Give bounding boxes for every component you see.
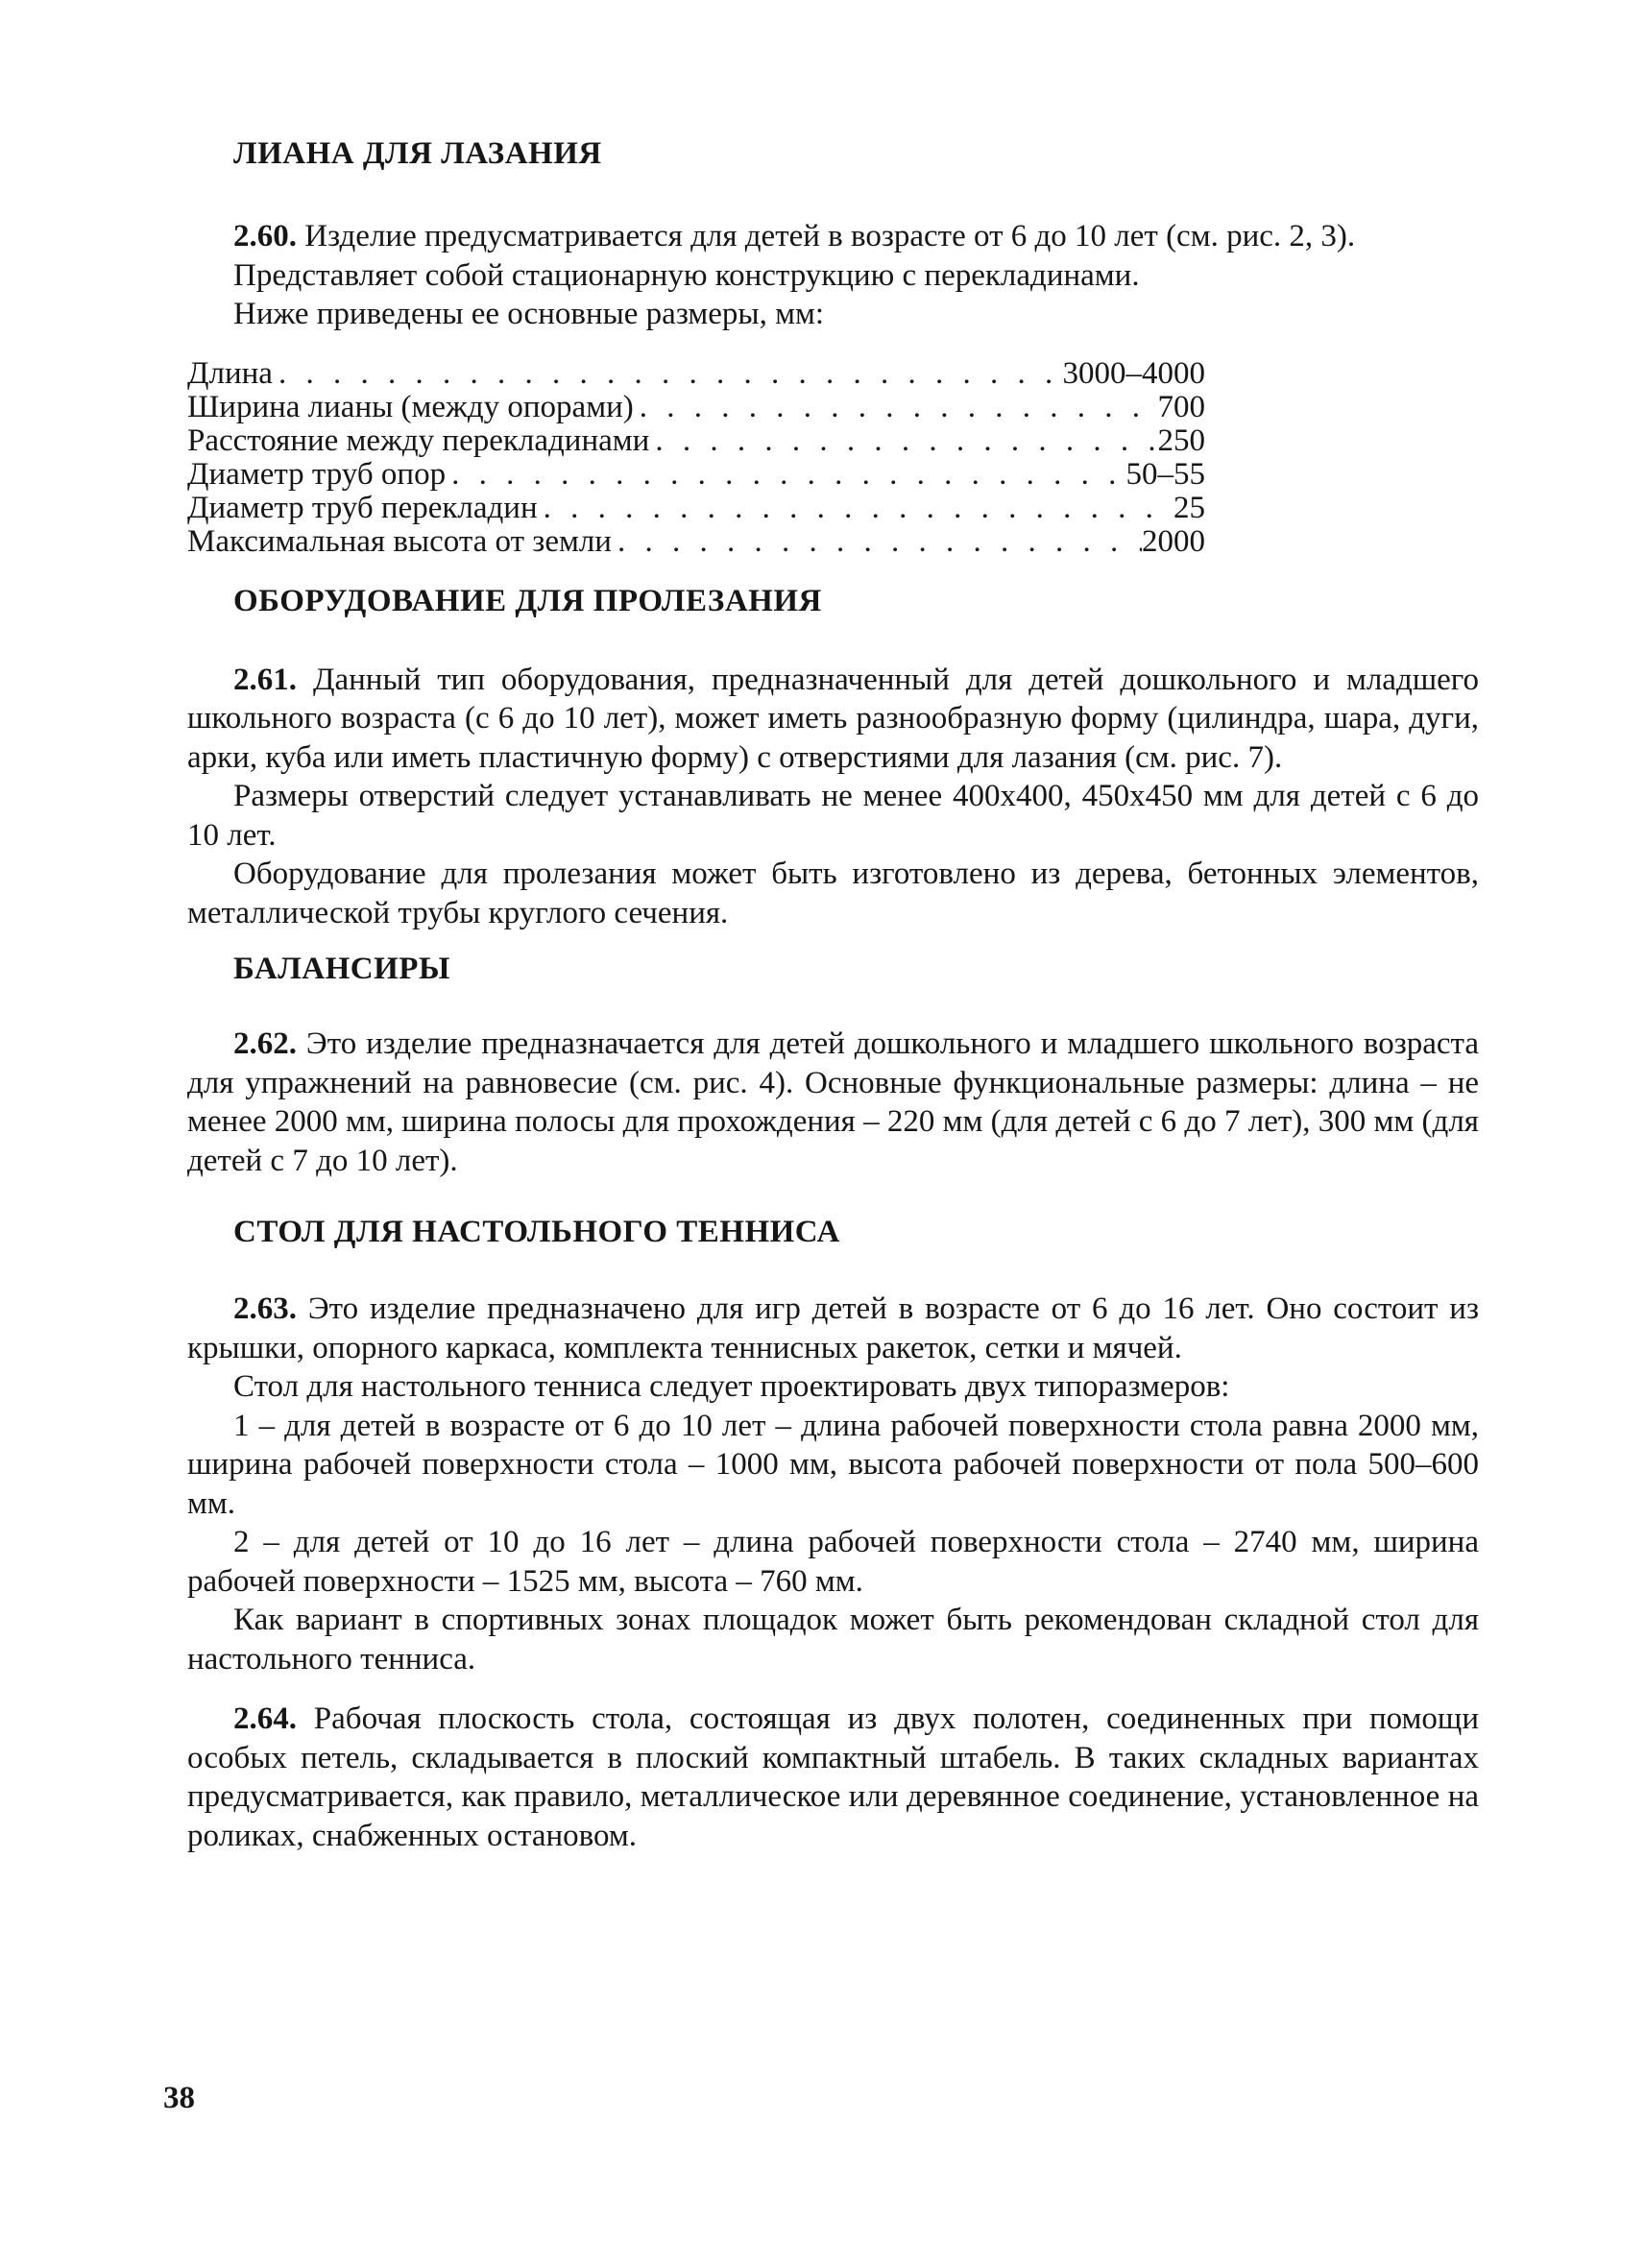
spec-value: 250 [1157, 423, 1205, 458]
paragraph-table-sizes-intro: Стол для настольного тенниса следует проектировать двух типоразмеров: [233, 1369, 1230, 1404]
section-title-liana: ЛИАНА ДЛЯ ЛАЗАНИЯ [233, 136, 602, 171]
spec-value: 3000–4000 [1062, 356, 1205, 391]
spec-label: Длина [187, 356, 273, 391]
paragraph-crawl-openings: Размеры отверстий следует устанавливать не менее 400х400, 450х450 мм для детей с 6 до 10 лет. [187, 779, 1479, 853]
paragraph-table-size-2: 2 – для детей от 10 до 16 лет – длина рабочей поверхности стола – 2740 мм, ширина рабочей поверхности – 1525 мм, высота – 760 мм. [187, 1525, 1479, 1599]
paragraph-number: 2.63. [233, 1291, 297, 1326]
section-title-table-tennis: СТОЛ ДЛЯ НАСТОЛЬНОГО ТЕННИСА [233, 1215, 840, 1249]
paragraph-number: 2.64. [233, 1701, 297, 1736]
spec-row [187, 525, 1205, 559]
paragraph-number: 2.61. [233, 662, 297, 697]
section-title-crawl: ОБОРУДОВАНИЕ ДЛЯ ПРОЛЕЗАНИЯ [233, 583, 822, 618]
paragraph-2-63 [187, 1290, 1479, 1367]
paragraph-2-62 [187, 1025, 1479, 1180]
paragraph-liana-intro: Ниже приведены ее основные размеры, мм: [233, 297, 825, 331]
paragraph-2-61 [187, 661, 1479, 778]
spec-label: Максимальная высота от земли [187, 524, 612, 559]
paragraph-text: Данный тип оборудования, предназначенный для детей дошкольного и младшего школьного возраста (с 6 до 10 лет), может иметь разнообразную форму (цилиндра, шара, дуги, арки, куба или иметь пластичную форму) с отверстиями для лазания (см. рис. 7). [187, 662, 1480, 775]
dot-leader [649, 424, 1157, 458]
spec-row [187, 424, 1205, 458]
spec-value: 700 [1157, 390, 1205, 424]
spec-label: Расстояние между перекладинами [187, 423, 650, 458]
dot-leader [538, 492, 1173, 525]
spec-row [187, 492, 1205, 525]
paragraph-2-60 [187, 217, 1479, 256]
paragraph-folding-table: Как вариант в спортивных зонах площадок может быть рекомендован складной стол для настольного тенниса. [187, 1603, 1479, 1677]
paragraph-table-size-1: 1 – для детей в возрасте от 6 до 10 лет – длина рабочей поверхности стола равна 2000 мм, ширина рабочей поверхности стола – 1000 мм, высота рабочей поверхности от пола 500–600 мм. [187, 1408, 1479, 1521]
paragraph-crawl-materials: Оборудование для пролезания может быть изготовлено из дерева, бетонных элементов, металлической трубы круглого сечения. [187, 857, 1479, 930]
paragraph-number: 2.62. [233, 1026, 297, 1061]
dot-leader [612, 525, 1142, 559]
paragraph-liana-description: Представляет собой стационарную конструкцию с перекладинами. [233, 257, 1140, 293]
spec-row [187, 391, 1205, 424]
dot-leader [634, 391, 1158, 424]
liana-dimensions-list [187, 357, 1205, 559]
paragraph-text: Рабочая плоскость стола, состоящая из двух полотен, соединенных при помощи особых петель, складывается в плоский компактный штабель. В таких складных вариантах предусматривается, как правило, металлическое или деревянное соединение, установленное на роликах, снабженных остановом. [187, 1701, 1479, 1853]
spec-label: Ширина лианы (между опорами) [187, 390, 634, 424]
paragraph-text: Это изделие предназначается для детей дошкольного и младшего школьного возраста для упражнений на равновесие (см. рис. 4). Основные функциональные размеры: длина – не менее 2000 мм, ширина полосы для прохождения – 220 мм (для детей с 6 до 7 лет), 300 мм (для детей с 7 до 10 лет). [187, 1026, 1479, 1178]
spec-value: 2000 [1142, 524, 1205, 559]
dot-leader [273, 357, 1063, 391]
paragraph-2-64 [187, 1700, 1479, 1855]
paragraph-text: Это изделие предназначено для игр детей в возрасте от 6 до 16 лет. Оно состоит из крышки, опорного каркаса, комплекта теннисных ракеток, сетки и мячей. [187, 1291, 1480, 1365]
paragraph-number: 2.60. [233, 219, 297, 253]
dot-leader [446, 458, 1125, 492]
spec-row [187, 357, 1205, 391]
spec-value: 25 [1173, 491, 1205, 525]
spec-row [187, 458, 1205, 492]
spec-label: Диаметр труб опор [187, 457, 447, 492]
spec-label: Диаметр труб перекладин [187, 491, 538, 525]
page-content [187, 134, 1479, 1855]
page-number: 38 [163, 2081, 195, 2115]
spec-value: 50–55 [1125, 457, 1205, 492]
section-title-balance: БАЛАНСИРЫ [233, 952, 450, 986]
paragraph-text: Изделие предусматривается для детей в возрасте от 6 до 10 лет (см. рис. 2, 3). [304, 219, 1356, 253]
